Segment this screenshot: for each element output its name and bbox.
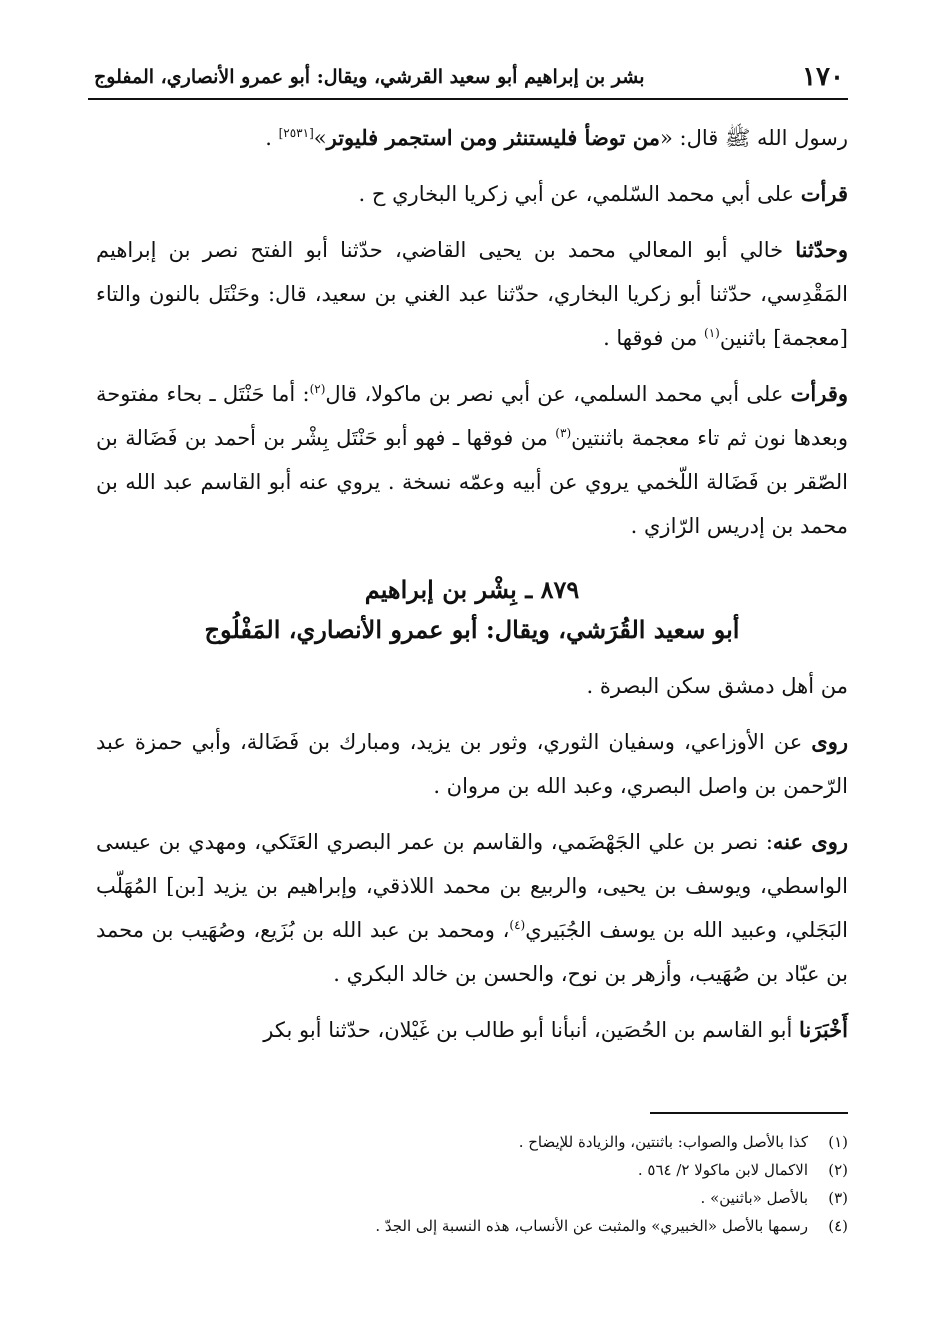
narration-paragraph: [96, 228, 848, 360]
hadith-end: .: [265, 126, 279, 150]
footnote-item: [96, 1128, 848, 1156]
entry-origin: من أهل دمشق سكن البصرة .: [586, 674, 848, 698]
narration-lead: وقرأت: [790, 381, 848, 406]
narration-lead: قرأت: [800, 181, 848, 206]
narration-text: على أبي محمد السّلمي، عن أبي زكريا البخاري ح .: [358, 182, 801, 206]
running-title: بشر بن إبراهيم أبو سعيد القرشي، ويقال: أبو عمرو الأنصاري، المفلوج: [94, 66, 645, 88]
footnote-item: [96, 1184, 848, 1212]
hadith-intro: رسول الله ﷺ قال: «: [660, 126, 848, 150]
entry-students-paragraph: [96, 820, 848, 996]
footnote-marker: (٤): [509, 918, 526, 932]
entry-isnad-paragraph: [96, 1008, 848, 1052]
narration-paragraph: [96, 372, 848, 548]
page-header: [88, 58, 848, 100]
footnote-marker: (٢): [309, 382, 326, 396]
entry-teachers-paragraph: [96, 720, 848, 808]
hadith-quote-close: »: [313, 126, 327, 150]
hadith-paragraph: [96, 116, 848, 160]
narration-tail: من فوقها .: [603, 326, 705, 350]
narration-text: خالي أبو المعالي محمد بن يحيى القاضي، حدّثنا أبو الفتح نصر بن إبراهيم المَقْدِسي، حدّثنا أبو زكريا البخاري، حدّثنا عبد الغني بن سعيد، قال: وحَنْتَل بالنون والتاء [معجمة] باثنين: [96, 238, 848, 350]
narration-text: : أما حَنْتَل ـ بحاء مفتوحة وبعدها نون ثم تاء معجمة باثنتين: [96, 382, 849, 450]
footnotes: [96, 1128, 848, 1240]
footnote-text: بالأصل «باثنين» .: [700, 1189, 808, 1207]
narration-lead: روى: [811, 729, 848, 754]
narration-lead: وحدّثنا: [795, 237, 848, 262]
page-number: ١٧٠: [802, 62, 844, 92]
footnote-number: (٣): [828, 1189, 848, 1207]
footnote-text: الاكمال لابن ماكولا ٢/ ٥٦٤ .: [637, 1161, 808, 1179]
narration-tail: ، ومحمد بن عبد الله بن بُزَيع، وصُهَيب بن محمد بن عبّاد بن صُهَيب، وأزهر بن نوح، والحسن بن خالد البكري .: [96, 918, 848, 986]
narration-text: عن الأوزاعي، وسفيان الثوري، وثور بن يزيد، ومبارك بن فَضَالة، وأبي حمزة عبد الرّحمن بن واصل البصري، وعبد الله بن مروان .: [96, 730, 848, 798]
footnote-marker: (١): [704, 326, 720, 340]
footnote-text: كذا بالأصل والصواب: باثنتين، والزيادة للإيضاح .: [518, 1133, 808, 1151]
entry-body: [96, 664, 848, 1064]
narration-text: أبو القاسم بن الحُصَين، أنبأنا أبو طالب بن غَيْلان، حدّثنا أبو بكر: [263, 1018, 800, 1042]
continued-entry-text: [96, 116, 848, 560]
hadith-reference: [٢٥٣١]: [278, 126, 314, 140]
entry-title: ٨٧٩ ـ بِشْر بن إبراهيم: [364, 575, 580, 604]
footnote-item: [96, 1212, 848, 1240]
footnote-marker: (٣): [555, 426, 572, 440]
narration-text: من فوقها ـ فهو أبو حَنْتَل بِشْر بن أحمد بن فَضَالة بن الصّقر بن فَضَالة اللّخمي يروي عن أبيه وعمّه نسخة . يروي عنه أبو القاسم عبد الله بن محمد بن إدريس الرّازي .: [96, 426, 848, 538]
narration-text: على أبي محمد السلمي، عن أبي نصر بن ماكولا، قال: [325, 382, 791, 406]
narration-text: : نصر بن علي الجَهْضَمي، والقاسم بن عمر البصري العَتَكي، ومهدي بن عيسى الواسطي، ويوسف بن يحيى، والربيع بن محمد اللاذقي، وإبراهيم بن يزيد [بن] المُهَلّب البَجَلي، وعبيد الله بن يوسف الجُبَيري: [96, 830, 848, 942]
footnote-separator: [650, 1112, 848, 1114]
entry-subtitle: أبو سعيد القُرَشي، ويقال: أبو عمرو الأنصاري، المَفْلُوج: [204, 615, 740, 644]
entry-heading: [96, 570, 848, 650]
narration-paragraph: [96, 172, 848, 216]
hadith-quote: من توضأ فليستنثر ومن استجمر فليوتر: [326, 125, 661, 150]
footnote-number: (٤): [828, 1217, 848, 1235]
narration-lead: روى عنه: [772, 829, 848, 854]
footnote-text: رسمها بالأصل «الخبيري» والمثبت عن الأنساب، هذه النسبة إلى الجدّ .: [375, 1217, 808, 1235]
narration-lead: أَخْبَرَنا: [799, 1017, 848, 1042]
footnote-number: (١): [828, 1133, 848, 1151]
footnote-item: [96, 1156, 848, 1184]
footnote-number: (٢): [828, 1161, 848, 1179]
